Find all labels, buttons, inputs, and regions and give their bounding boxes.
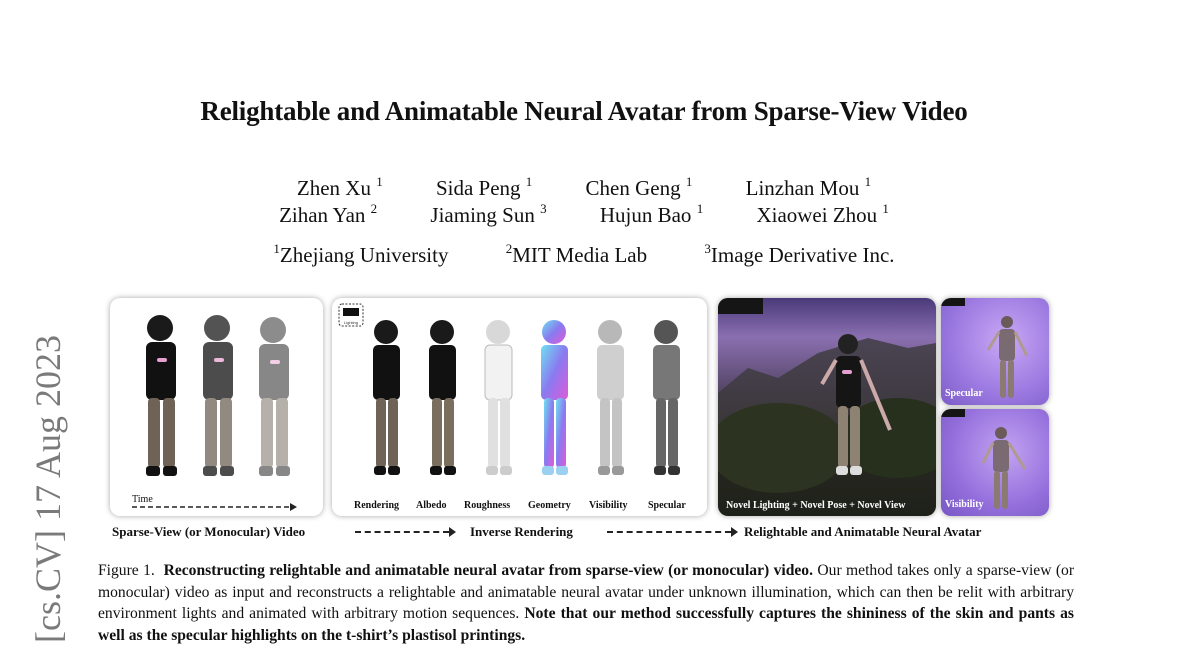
person-figure xyxy=(203,315,234,476)
person-figure xyxy=(259,317,290,476)
author: Hujun Bao $^1$ xyxy=(599,201,704,227)
author: Jiaming Sun $^3$ xyxy=(430,201,547,227)
buffer-label: Roughness xyxy=(464,500,511,511)
person-figure xyxy=(988,316,1027,398)
caption-body: Our method takes only a sparse-view (or monocular) video as input and reconstructs a relightable and animatable neural avatar under unknown illumination, which can then be relit with arbitrary environment lights and animated with arbitrary motion sequences. xyxy=(98,562,1075,622)
author: Sida Peng $^1$ xyxy=(435,174,533,200)
affiliation: $^2$MIT Media Lab xyxy=(505,241,648,267)
author: Zhen Xu $^1$ xyxy=(296,174,383,200)
buffer-visibility xyxy=(597,320,624,475)
buffer-roughness xyxy=(485,320,512,475)
buffer-specular xyxy=(653,320,680,475)
buffer-label: Albedo xyxy=(416,500,447,511)
caption-prefix: Figure 1. xyxy=(98,562,155,579)
affiliations xyxy=(0,243,1168,268)
affiliation: $^1$Zhejiang University xyxy=(273,241,449,267)
time-label: Time xyxy=(132,494,153,505)
stage-label-inverse: Inverse Rendering xyxy=(470,524,573,539)
lighting-icon-label: Lighting xyxy=(343,320,359,325)
paper-title: Relightable and Animatable Neural Avatar from Sparse-View Video xyxy=(200,96,968,126)
author: Chen Geng $^1$ xyxy=(585,174,693,200)
specular-label: Specular xyxy=(945,388,983,399)
buffer-albedo xyxy=(429,320,456,475)
stage-label-input: Sparse-View (or Monocular) Video xyxy=(112,524,306,539)
specular-panel xyxy=(941,298,1049,405)
buffer-label: Specular xyxy=(648,500,686,511)
lighting-icon xyxy=(339,304,363,326)
novel-label: Novel Lighting + Novel Pose + Novel View xyxy=(726,500,906,511)
buffer-label: Geometry xyxy=(528,500,571,511)
arrowhead xyxy=(449,527,456,537)
affiliation: $^3$Image Derivative Inc. xyxy=(704,241,895,267)
author: Xiaowei Zhou $^1$ xyxy=(756,201,889,227)
input-video-panel xyxy=(110,298,323,516)
author: Linzhan Mou $^1$ xyxy=(745,174,872,200)
caption-bold-note: Note that our method successfully captures the shininess of the skin and pants as well as the specular highlights on the t-shirt’s plastisol printings. xyxy=(98,605,1074,644)
person-figure xyxy=(146,315,177,476)
stage-arrow-2 xyxy=(607,531,731,533)
buffer-label: Rendering xyxy=(354,500,399,511)
person-figure xyxy=(983,427,1025,509)
authors-row-1 xyxy=(0,176,1168,201)
arrowhead xyxy=(731,527,738,537)
figure-caption xyxy=(98,560,1074,646)
buffer-geometry xyxy=(541,320,568,475)
stage-arrow-1 xyxy=(355,531,449,533)
arxiv-stamp xyxy=(28,300,70,645)
caption-bold-title: Reconstructing relightable and animatable neural avatar from sparse-view (or monocular) video. xyxy=(163,562,813,579)
inverse-rendering-panel xyxy=(332,298,707,516)
author: Zihan Yan $^2$ xyxy=(279,201,378,227)
arxiv-stamp-text: [cs.CV] 17 Aug 2023 xyxy=(28,335,68,643)
visibility-panel xyxy=(941,409,1049,516)
visibility-label: Visibility xyxy=(945,499,984,510)
stage-label-output: Relightable and Animatable Neural Avatar xyxy=(744,524,982,539)
novel-view-panel xyxy=(718,298,936,516)
authors-row-2 xyxy=(0,203,1168,228)
buffer-label: Visibility xyxy=(589,500,628,511)
buffer-rendering xyxy=(373,320,400,475)
